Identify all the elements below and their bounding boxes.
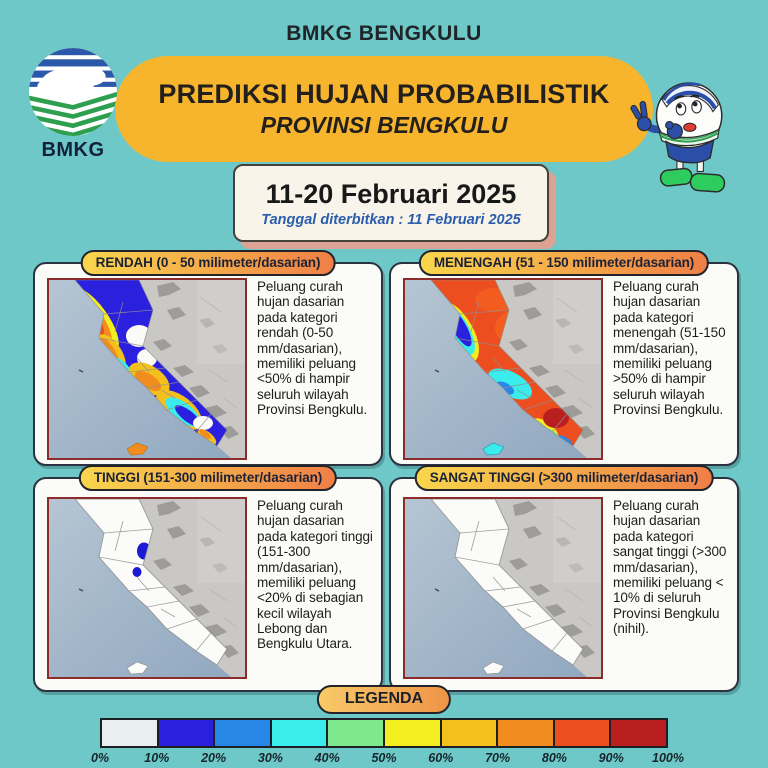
panel-sangat-tinggi-header: SANGAT TINGGI (>300 milimeter/dasarian) <box>415 465 714 491</box>
legend-cell <box>442 720 499 746</box>
poster-subtitle: PROVINSI BENGKULU <box>260 112 508 138</box>
mascot-illustration <box>608 64 758 200</box>
panel-rendah <box>33 255 383 466</box>
panel-menengah-description: Peluang curah hujan dasarian pada kategori menengah (51-150 mm/dasarian), memiliki peluang >50% di hampir seluruh wilayah Provinsi Bengkulu. <box>613 279 726 417</box>
legend-bar <box>100 718 668 748</box>
legend-label: 70% <box>485 751 511 765</box>
date-box <box>233 164 549 242</box>
legend-cell <box>385 720 442 746</box>
map-rendah <box>47 278 247 460</box>
legend-label: 40% <box>314 751 340 765</box>
panel-menengah-header: MENENGAH (51 - 150 milimeter/dasarian) <box>419 250 709 276</box>
panel-tinggi-description: Peluang curah hujan dasarian pada kategori tinggi (151-300 mm/dasarian), memiliki peluang <20% di sebagian kecil wilayah Lebong dan Bengkulu Utara. <box>257 498 373 652</box>
poster-title: PREDIKSI HUJAN PROBABILISTIK <box>158 79 610 109</box>
legend-label: 90% <box>598 751 624 765</box>
map-sangat-tinggi <box>403 497 603 679</box>
publish-date: Tanggal diterbitkan : 11 Februari 2025 <box>261 211 521 228</box>
panel-rendah-description: Peluang curah hujan dasarian pada kategori rendah (0-50 mm/dasarian), memiliki peluang <50% di hampir seluruh wilayah Provinsi Bengkulu. <box>257 279 368 417</box>
legend-label: 10% <box>144 751 170 765</box>
bmkg-logo <box>26 46 120 162</box>
legend-label: 50% <box>371 751 397 765</box>
agency-title: BMKG BENGKULU <box>286 22 482 45</box>
panel-menengah <box>389 255 739 466</box>
legend-label: 20% <box>201 751 227 765</box>
legend-label: 60% <box>428 751 454 765</box>
legend-cell <box>102 720 159 746</box>
bmkg-logo-icon <box>27 46 119 138</box>
panel-tinggi <box>33 470 383 692</box>
map-tinggi <box>47 497 247 679</box>
title-banner <box>115 56 653 162</box>
legend-title: LEGENDA <box>317 685 451 714</box>
bmkg-logo-label: BMKG <box>41 139 105 161</box>
legend-cell <box>215 720 272 746</box>
panel-sangat-tinggi <box>389 470 739 692</box>
legend-cell <box>159 720 216 746</box>
legend-cell <box>328 720 385 746</box>
legend-label: 100% <box>652 751 684 765</box>
legend-label: 0% <box>90 751 110 765</box>
mascot-icon <box>608 64 758 200</box>
legend-label: 80% <box>541 751 567 765</box>
legend-cell <box>272 720 329 746</box>
legend-cell <box>555 720 612 746</box>
legend-cell <box>611 720 666 746</box>
panel-sangat-tinggi-description: Peluang curah hujan dasarian pada kategori sangat tinggi (>300 mm/dasarian), memiliki peluang < 10% di seluruh Provinsi Bengkulu (nihil). <box>613 498 727 636</box>
panel-tinggi-header: TINGGI (151-300 milimeter/dasarian) <box>79 465 337 491</box>
panel-rendah-header: RENDAH (0 - 50 milimeter/dasarian) <box>81 250 336 276</box>
map-menengah <box>403 278 603 460</box>
legend-labels <box>90 751 684 767</box>
forecast-period: 11-20 Februari 2025 <box>265 178 517 209</box>
legend-cell <box>498 720 555 746</box>
legend-label: 30% <box>257 751 283 765</box>
